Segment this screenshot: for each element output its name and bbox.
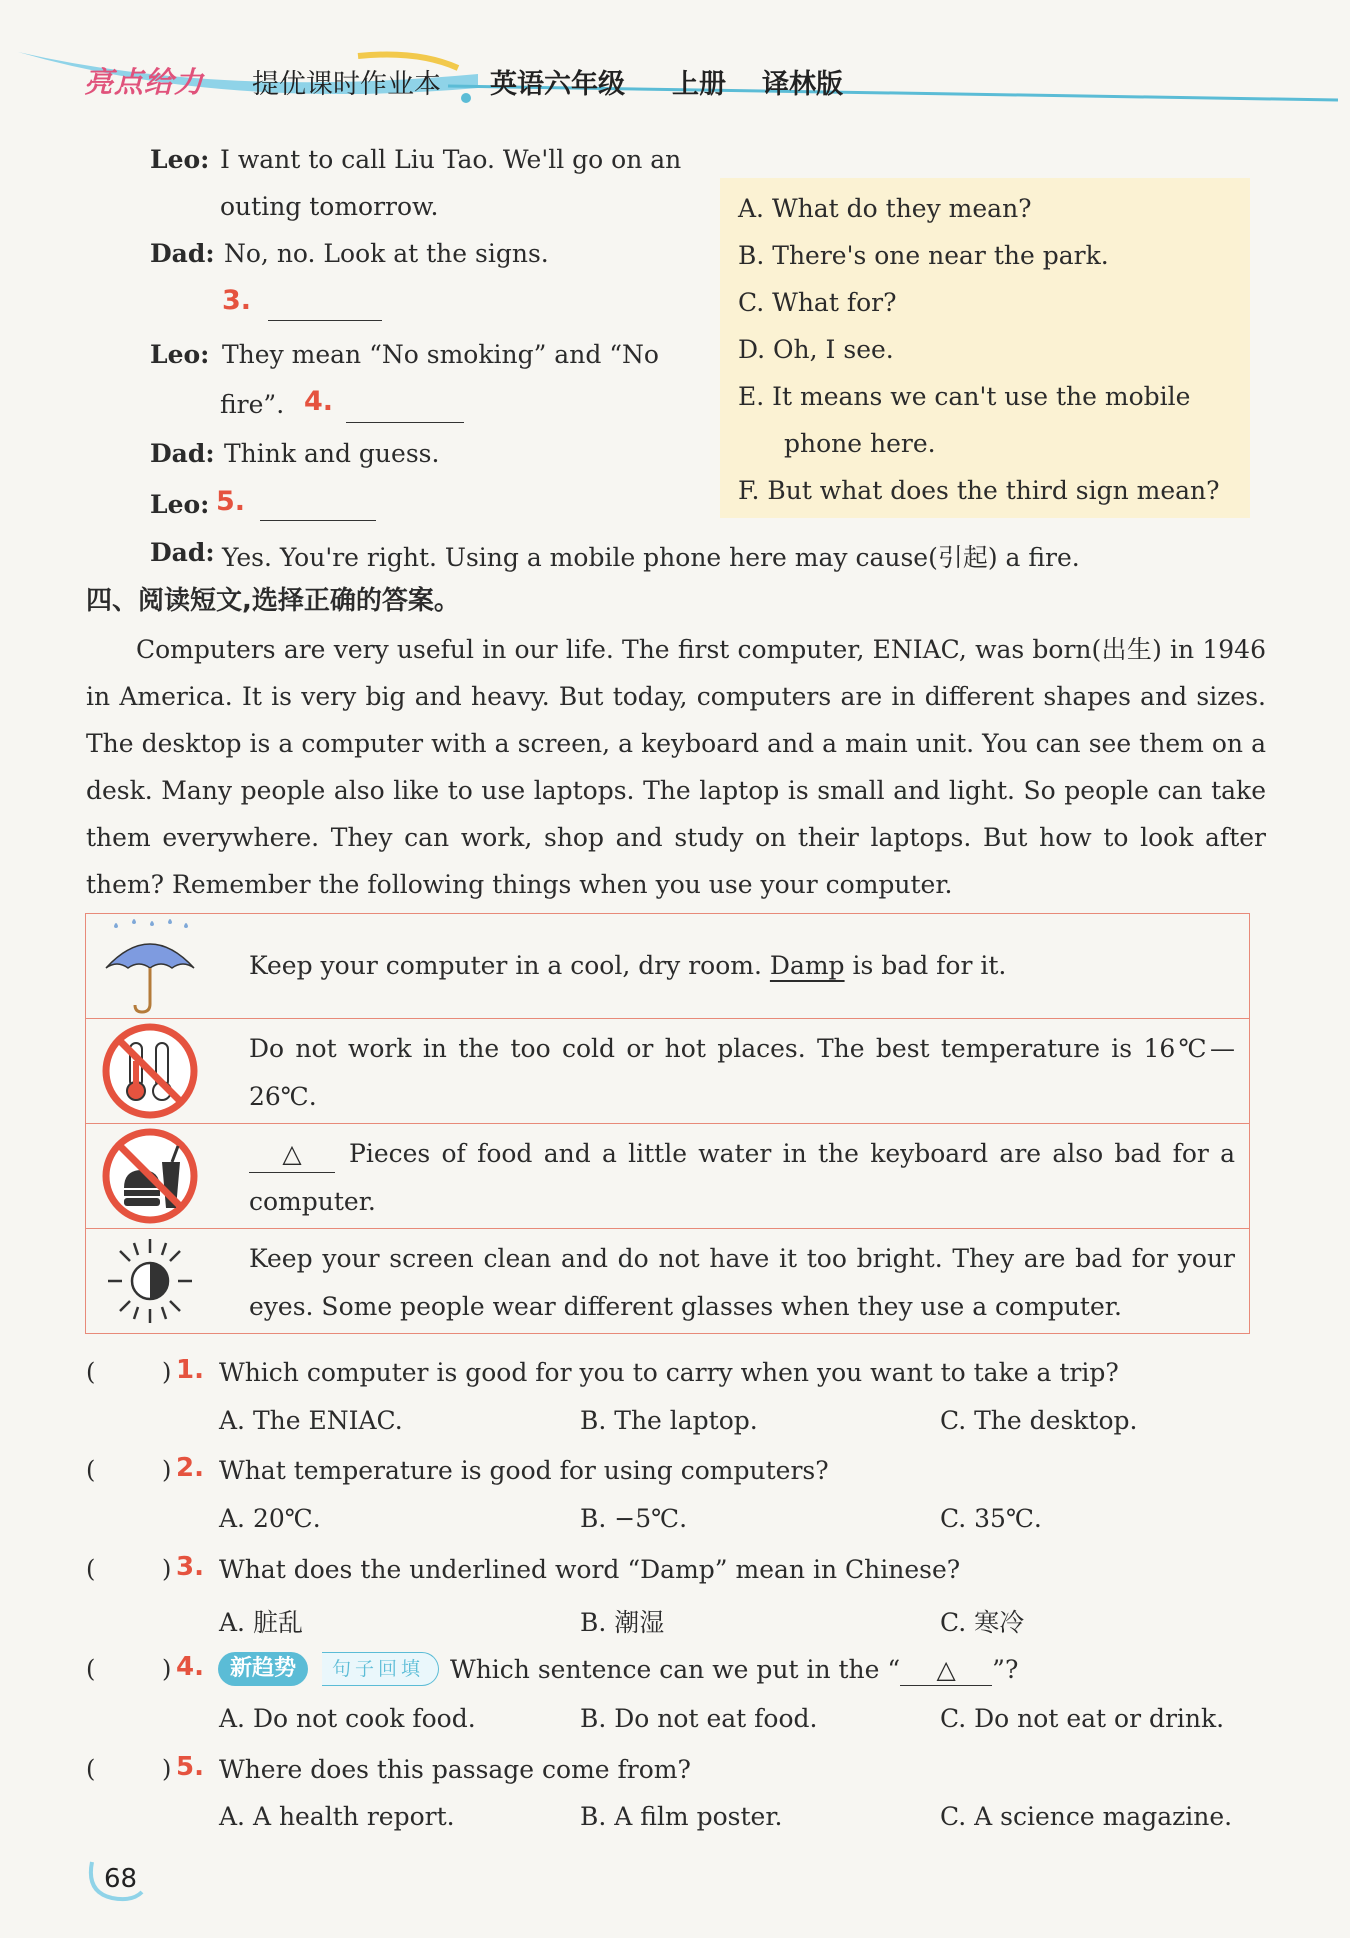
question-number: 5. [176, 1752, 204, 1782]
dialogue-speaker: Leo: [150, 340, 210, 369]
umbrella-rain-icon [100, 916, 200, 1016]
question-text: Where does this passage come from? [219, 1755, 691, 1784]
question-text: What temperature is good for using computers? [219, 1456, 829, 1485]
dialogue-speaker: Dad: [150, 439, 215, 468]
dialogue-speaker: Leo: [150, 145, 210, 174]
option-d: D. Oh, I see. [738, 335, 894, 364]
section-title: 四、阅读短文,选择正确的答案。 [86, 586, 460, 616]
blank-number-3: 3. [222, 285, 252, 316]
answer-options-box [720, 178, 1250, 518]
question-option-c: C. A science magazine. [940, 1802, 1233, 1831]
question-number: 3. [176, 1552, 204, 1582]
blank-number-4: 4. [304, 386, 334, 417]
question-option-b: B. The laptop. [580, 1406, 758, 1435]
dialogue-line: fire”. [220, 390, 285, 419]
question-number: 1. [176, 1355, 204, 1385]
question-option-a: A. 脏乱 [219, 1608, 303, 1637]
sentence-fill-badge: 句子回填 [322, 1652, 439, 1686]
tip-row [86, 1229, 1249, 1333]
dialogue-line: No, no. Look at the signs. [224, 239, 549, 268]
dialogue-line: I want to call Liu Tao. We'll go on an [220, 145, 682, 174]
answer-blank-3[interactable] [268, 320, 382, 321]
page-number: 68 [104, 1864, 138, 1894]
answer-slot-q3[interactable] [100, 1553, 158, 1587]
book-subtitle: 提优课时作业本 [252, 69, 441, 100]
tip-row [86, 1019, 1249, 1124]
dialogue-speaker: Dad: [150, 538, 215, 567]
question-option-c: C. The desktop. [940, 1406, 1138, 1435]
tip-text: Keep your screen clean and do not have it too bright. They are bad for your eyes. Some people wear different glasses when they use a computer. [249, 1244, 1235, 1321]
dialogue-speaker: Leo: [150, 490, 210, 519]
answer-paren-open: ( [86, 1555, 96, 1583]
book-publisher: 译林版 [762, 69, 843, 100]
option-a: A. What do they mean? [738, 194, 1032, 223]
triangle-blank-mark[interactable]: △ [249, 1136, 335, 1173]
reading-passage [86, 626, 1266, 908]
passage-paragraph: Computers are very useful in our life. The first computer, ENIAC, was born(出生) in 1946 in America. It is very big and heavy. But today, computers are in different shapes and sizes. The desktop is a computer with a screen, a keyboard and a main unit. You can see them on a desk. Many people also like to use laptops. The laptop is small and light. So people can take them everywhere. They can work, shop and study on their laptops. But how to look after them? Remember the following things when you use your computer. [86, 635, 1266, 899]
answer-slot-q5[interactable] [100, 1753, 158, 1787]
question-option-c: C. 35℃. [940, 1504, 1042, 1533]
tip-text-part: Pieces of food and a little water in the keyboard are also bad for a computer. [249, 1139, 1235, 1216]
question-option-a: A. Do not cook food. [219, 1704, 476, 1733]
answer-paren-open: ( [86, 1358, 96, 1386]
option-e-continued: phone here. [784, 429, 936, 458]
dialogue-line: Yes. You're right. Using a mobile phone here may cause(引起) a fire. [222, 543, 1080, 572]
answer-slot-q1[interactable] [100, 1356, 158, 1390]
tip-row [86, 1124, 1249, 1229]
question-option-c: C. 寒冷 [940, 1608, 1025, 1637]
new-trend-badge: 新趋势 [218, 1652, 308, 1686]
dialogue-line: Think and guess. [224, 439, 440, 468]
answer-paren-close: ) [162, 1456, 172, 1484]
option-c: C. What for? [738, 288, 897, 317]
dialogue-line: outing tomorrow. [220, 192, 439, 221]
tip-text-part: is bad for it. [852, 951, 1007, 980]
option-b: B. There's one near the park. [738, 241, 1109, 270]
answer-slot-q2[interactable] [100, 1454, 158, 1488]
question-text: Which computer is good for you to carry when you want to take a trip? [219, 1358, 1119, 1387]
triangle-blank-mark: △ [900, 1655, 992, 1686]
underlined-word-damp: Damp [769, 951, 845, 980]
tip-row [86, 914, 1249, 1019]
question-number: 4. [176, 1652, 204, 1682]
book-volume: 上册 [672, 69, 726, 100]
answer-paren-close: ) [162, 1555, 172, 1583]
brand-logo-text: 亮点给力 [84, 65, 205, 99]
answer-paren-close: ) [162, 1358, 172, 1386]
answer-paren-close: ) [162, 1655, 172, 1683]
answer-blank-4[interactable] [346, 422, 464, 423]
question-option-b: B. 潮湿 [580, 1608, 665, 1637]
question-option-a: A. The ENIAC. [219, 1406, 403, 1435]
dialogue-line: They mean “No smoking” and “No [222, 340, 659, 369]
answer-paren-open: ( [86, 1456, 96, 1484]
blank-number-5: 5. [216, 486, 246, 517]
no-food-drink-icon [100, 1126, 200, 1226]
question-option-c: C. Do not eat or drink. [940, 1704, 1225, 1733]
question-option-a: A. 20℃. [219, 1504, 321, 1533]
book-grade: 英语六年级 [490, 69, 625, 100]
question-option-b: B. A film poster. [580, 1802, 783, 1831]
question-option-b: B. −5℃. [580, 1504, 688, 1533]
question-text: What does the underlined word “Damp” mean in Chinese? [219, 1555, 961, 1584]
dialogue-speaker: Dad: [150, 239, 215, 268]
question-option-b: B. Do not eat food. [580, 1704, 818, 1733]
tip-text [249, 942, 1235, 990]
option-f: F. But what does the third sign mean? [738, 476, 1220, 505]
question-number: 2. [176, 1453, 204, 1483]
answer-blank-5[interactable] [260, 520, 376, 521]
no-thermometer-icon [100, 1021, 200, 1121]
tip-text [249, 1130, 1235, 1226]
answer-paren-close: ) [162, 1755, 172, 1783]
computer-tips-table [85, 913, 1250, 1334]
answer-paren-open: ( [86, 1755, 96, 1783]
question-text-part: ”? [992, 1655, 1019, 1684]
tip-text: Do not work in the too cold or hot places. The best temperature is 16℃—26℃. [249, 1034, 1235, 1111]
tip-text-part: Keep your computer in a cool, dry room. [249, 951, 762, 980]
answer-slot-q4[interactable] [100, 1653, 158, 1687]
brightness-icon [100, 1231, 200, 1331]
question-text-part: Which sentence can we put in the “ [450, 1655, 901, 1684]
answer-paren-open: ( [86, 1655, 96, 1683]
question-option-a: A. A health report. [219, 1802, 455, 1831]
option-e: E. It means we can't use the mobile [738, 382, 1191, 411]
question-text [450, 1655, 1018, 1686]
